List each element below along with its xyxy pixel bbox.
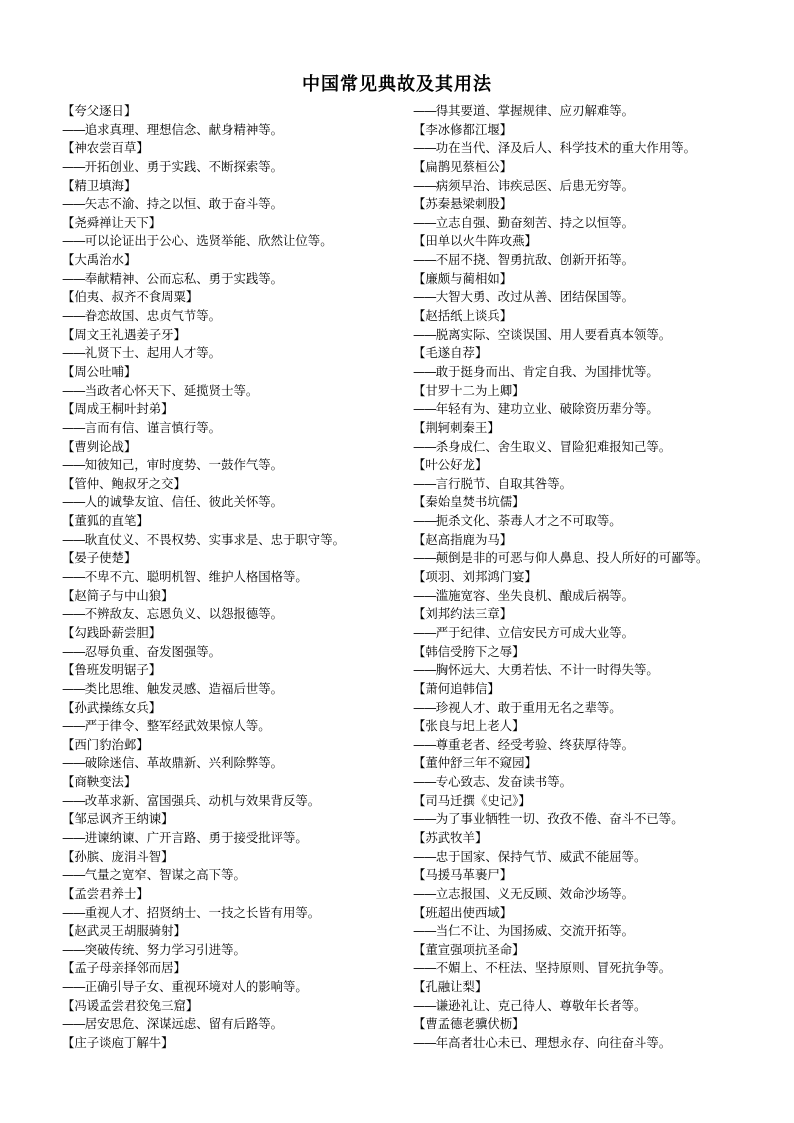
allusion-title: 【 孙武操练女兵 】 bbox=[62, 699, 402, 718]
allusion-usage: —— 立志自强、勤奋刻苦、持之以恒等。 bbox=[413, 214, 753, 233]
allusion-title: 【 大禹治水 】 bbox=[62, 251, 402, 270]
allusion-usage: —— 年高者壮心未已、理想永存、向往奋斗等。 bbox=[413, 1034, 753, 1053]
allusion-usage: —— 年轻有为、建功立业、破除资历辈分等。 bbox=[413, 400, 753, 419]
allusion-usage: —— 得其要道、掌握规律、应刃解难等。 bbox=[413, 102, 753, 121]
left-column bbox=[62, 102, 402, 1053]
allusion-usage: —— 气量之宽窄、智谋之高下等。 bbox=[62, 866, 402, 885]
allusion-usage: —— 珍视人才、敢于重用无名之辈等。 bbox=[413, 699, 753, 718]
allusion-usage: —— 功在当代、泽及后人、科学技术的重大作用等。 bbox=[413, 139, 753, 158]
allusion-title: 【 苏秦悬梁刺股 】 bbox=[413, 195, 753, 214]
allusion-title: 【 冯谖孟尝君狡兔三窟 】 bbox=[62, 997, 402, 1016]
allusion-title: 【 秦始皇焚书坑儒 】 bbox=[413, 493, 753, 512]
allusion-usage: —— 谦逊礼让、克己待人、尊敬年长者等。 bbox=[413, 997, 753, 1016]
allusion-usage: —— 突破传统、努力学习引进等。 bbox=[62, 941, 402, 960]
allusion-title: 【 苏武牧羊 】 bbox=[413, 829, 753, 848]
allusion-title: 【 董狐的直笔 】 bbox=[62, 512, 402, 531]
allusion-title: 【 孟尝君养士 】 bbox=[62, 885, 402, 904]
allusion-title: 【 司马迁撰《史记》 】 bbox=[413, 792, 753, 811]
allusion-usage: —— 不屈不挠、智勇抗敌、创新开拓等。 bbox=[413, 251, 753, 270]
allusion-title: 【 勾践卧薪尝胆 】 bbox=[62, 624, 402, 643]
allusion-title: 【 商鞅变法 】 bbox=[62, 773, 402, 792]
allusion-usage: —— 言而有信、谨言慎行等。 bbox=[62, 419, 402, 438]
allusion-title: 【 鲁班发明锯子 】 bbox=[62, 661, 402, 680]
allusion-title: 【 孟子母亲择邻而居 】 bbox=[62, 959, 402, 978]
allusion-usage: —— 改革求新、富国强兵、动机与效果背反等。 bbox=[62, 792, 402, 811]
allusion-usage: —— 严于纪律、立信安民方可成大业等。 bbox=[413, 624, 753, 643]
allusion-title: 【 萧何追韩信 】 bbox=[413, 680, 753, 699]
right-column bbox=[413, 102, 753, 1053]
allusion-title: 【 李冰修都江堰 】 bbox=[413, 121, 753, 140]
allusion-usage: —— 杀身成仁、舍生取义、冒险犯难报知己等。 bbox=[413, 438, 753, 457]
allusion-title: 【 曹孟德老骥伏枥 】 bbox=[413, 1015, 753, 1034]
allusion-usage: —— 知彼知己，审时度势、一鼓作气等。 bbox=[62, 456, 402, 475]
allusion-usage: —— 追求真理、理想信念、献身精神等。 bbox=[62, 121, 402, 140]
allusion-usage: —— 敢于挺身而出、肯定自我、为国排忧等。 bbox=[413, 363, 753, 382]
page-title: 中国常见典故及其用法 bbox=[302, 74, 492, 95]
allusion-title: 【 项羽、刘邦鸿门宴 】 bbox=[413, 568, 753, 587]
allusion-title: 【 赵高指鹿为马 】 bbox=[413, 531, 753, 550]
allusion-usage: —— 礼贤下士、起用人才等。 bbox=[62, 344, 402, 363]
allusion-usage: —— 当政者心怀天下、延揽贤士等。 bbox=[62, 382, 402, 401]
allusion-usage: —— 滥施宽容、坐失良机、酿成后祸等。 bbox=[413, 587, 753, 606]
allusion-usage: —— 脱离实际、空谈误国、用人要看真本领等。 bbox=[413, 326, 753, 345]
allusion-title: 【 夸父逐日 】 bbox=[62, 102, 402, 121]
allusion-title: 【 甘罗十二为上卿 】 bbox=[413, 382, 753, 401]
allusion-title: 【 马援马革裹尸 】 bbox=[413, 866, 753, 885]
allusion-usage: —— 开拓创业、勇于实践、不断探索等。 bbox=[62, 158, 402, 177]
allusion-title: 【 周成王桐叶封弟 】 bbox=[62, 400, 402, 419]
allusion-usage: —— 为了事业牺牲一切、孜孜不倦、奋斗不已等。 bbox=[413, 810, 753, 829]
allusion-title: 【 董仲舒三年不窥园 】 bbox=[413, 754, 753, 773]
allusion-usage: —— 不媚上、不枉法、坚持原则、冒死抗争等。 bbox=[413, 959, 753, 978]
allusion-title: 【 孔融让梨 】 bbox=[413, 978, 753, 997]
allusion-title: 【 董宣强项抗圣命 】 bbox=[413, 941, 753, 960]
allusion-usage: —— 类比思维、触发灵感、造福后世等。 bbox=[62, 680, 402, 699]
allusion-title: 【 神农尝百草 】 bbox=[62, 139, 402, 158]
allusion-usage: —— 尊重老者、经受考验、终获厚待等。 bbox=[413, 736, 753, 755]
allusion-usage: —— 病须早治、讳疾忌医、后患无穷等。 bbox=[413, 177, 753, 196]
allusion-title: 【 班超出使西域 】 bbox=[413, 904, 753, 923]
allusion-title: 【 扁鹊见蔡桓公 】 bbox=[413, 158, 753, 177]
allusion-usage: —— 严于律令、整军经武效果惊人等。 bbox=[62, 717, 402, 736]
allusion-title: 【 叶公好龙 】 bbox=[413, 456, 753, 475]
allusion-usage: —— 颠倒是非的可恶与仰人鼻息、投人所好的可鄙等。 bbox=[413, 549, 753, 568]
allusion-usage: —— 可以论证出于公心、选贤举能、欣然让位等。 bbox=[62, 232, 402, 251]
allusion-title: 【 廉颇与蔺相如 】 bbox=[413, 270, 753, 289]
allusion-title: 【 孙膑、庞涓斗智 】 bbox=[62, 848, 402, 867]
allusion-usage: —— 忠于国家、保持气节、威武不能屈等。 bbox=[413, 848, 753, 867]
allusion-title: 【 尧舜禅让天下 】 bbox=[62, 214, 402, 233]
allusion-usage: —— 不辨敌友、忘恩负义、以怨报德等。 bbox=[62, 605, 402, 624]
allusion-usage: —— 眷恋故国、忠贞气节等。 bbox=[62, 307, 402, 326]
allusion-usage: —— 当仁不让、为国扬威、交流开拓等。 bbox=[413, 922, 753, 941]
allusion-usage: —— 胸怀远大、大勇若怯、不计一时得失等。 bbox=[413, 661, 753, 680]
allusion-title: 【 赵括纸上谈兵 】 bbox=[413, 307, 753, 326]
allusion-usage: —— 进谏纳谏、广开言路、勇于接受批评等。 bbox=[62, 829, 402, 848]
allusion-usage: —— 专心致志、发奋读书等。 bbox=[413, 773, 753, 792]
allusion-usage: —— 扼杀文化、荼毒人才之不可取等。 bbox=[413, 512, 753, 531]
allusion-usage: —— 正确引导子女、重视环境对人的影响等。 bbox=[62, 978, 402, 997]
allusion-title: 【 管仲、鲍叔牙之交 】 bbox=[62, 475, 402, 494]
allusion-title: 【 荆轲刺秦王 】 bbox=[413, 419, 753, 438]
allusion-title: 【 韩信受胯下之辱 】 bbox=[413, 643, 753, 662]
allusion-usage: —— 居安思危、深谋远虑、留有后路等。 bbox=[62, 1015, 402, 1034]
allusion-usage: —— 耿直仗义、不畏权势、实事求是、忠于职守等。 bbox=[62, 531, 402, 550]
allusion-usage: —— 大智大勇、改过从善、团结保国等。 bbox=[413, 288, 753, 307]
allusion-title: 【 西门豹治邺 】 bbox=[62, 736, 402, 755]
allusion-title: 【 周文王礼遇姜子牙 】 bbox=[62, 326, 402, 345]
allusion-title: 【 赵简子与中山狼 】 bbox=[62, 587, 402, 606]
allusion-title: 【 精卫填海 】 bbox=[62, 177, 402, 196]
allusion-usage: —— 言行脱节、自取其咎等。 bbox=[413, 475, 753, 494]
allusion-title: 【 刘邦约法三章 】 bbox=[413, 605, 753, 624]
allusion-usage: —— 不卑不亢、聪明机智、维护人格国格等。 bbox=[62, 568, 402, 587]
allusion-usage: —— 立志报国、义无反顾、效命沙场等。 bbox=[413, 885, 753, 904]
allusion-usage: —— 破除迷信、革故鼎新、兴利除弊等。 bbox=[62, 754, 402, 773]
allusion-title: 【 赵武灵王胡服骑射 】 bbox=[62, 922, 402, 941]
allusion-usage: —— 矢志不渝、持之以恒、敢于奋斗等。 bbox=[62, 195, 402, 214]
allusion-usage: —— 忍辱负重、奋发图强等。 bbox=[62, 643, 402, 662]
allusion-title: 【 张良与圯上老人 】 bbox=[413, 717, 753, 736]
allusion-title: 【 晏子使楚 】 bbox=[62, 549, 402, 568]
allusion-title: 【 毛遂自荐 】 bbox=[413, 344, 753, 363]
allusion-title: 【 伯夷、叔齐不食周粟 】 bbox=[62, 288, 402, 307]
allusion-usage: —— 重视人才、招贤纳士、一技之长皆有用等。 bbox=[62, 904, 402, 923]
allusion-title: 【 庄子谈庖丁解牛 】 bbox=[62, 1034, 402, 1053]
allusion-title: 【 田单以火牛阵攻燕 】 bbox=[413, 232, 753, 251]
allusion-usage: —— 人的诚挚友谊、信任、彼此关怀等。 bbox=[62, 493, 402, 512]
allusion-title: 【 周公吐哺 】 bbox=[62, 363, 402, 382]
allusion-usage: —— 奉献精神、公而忘私、勇于实践等。 bbox=[62, 270, 402, 289]
allusion-title: 【 曹刿论战 】 bbox=[62, 438, 402, 457]
allusion-title: 【 邹忌讽齐王纳谏 】 bbox=[62, 810, 402, 829]
